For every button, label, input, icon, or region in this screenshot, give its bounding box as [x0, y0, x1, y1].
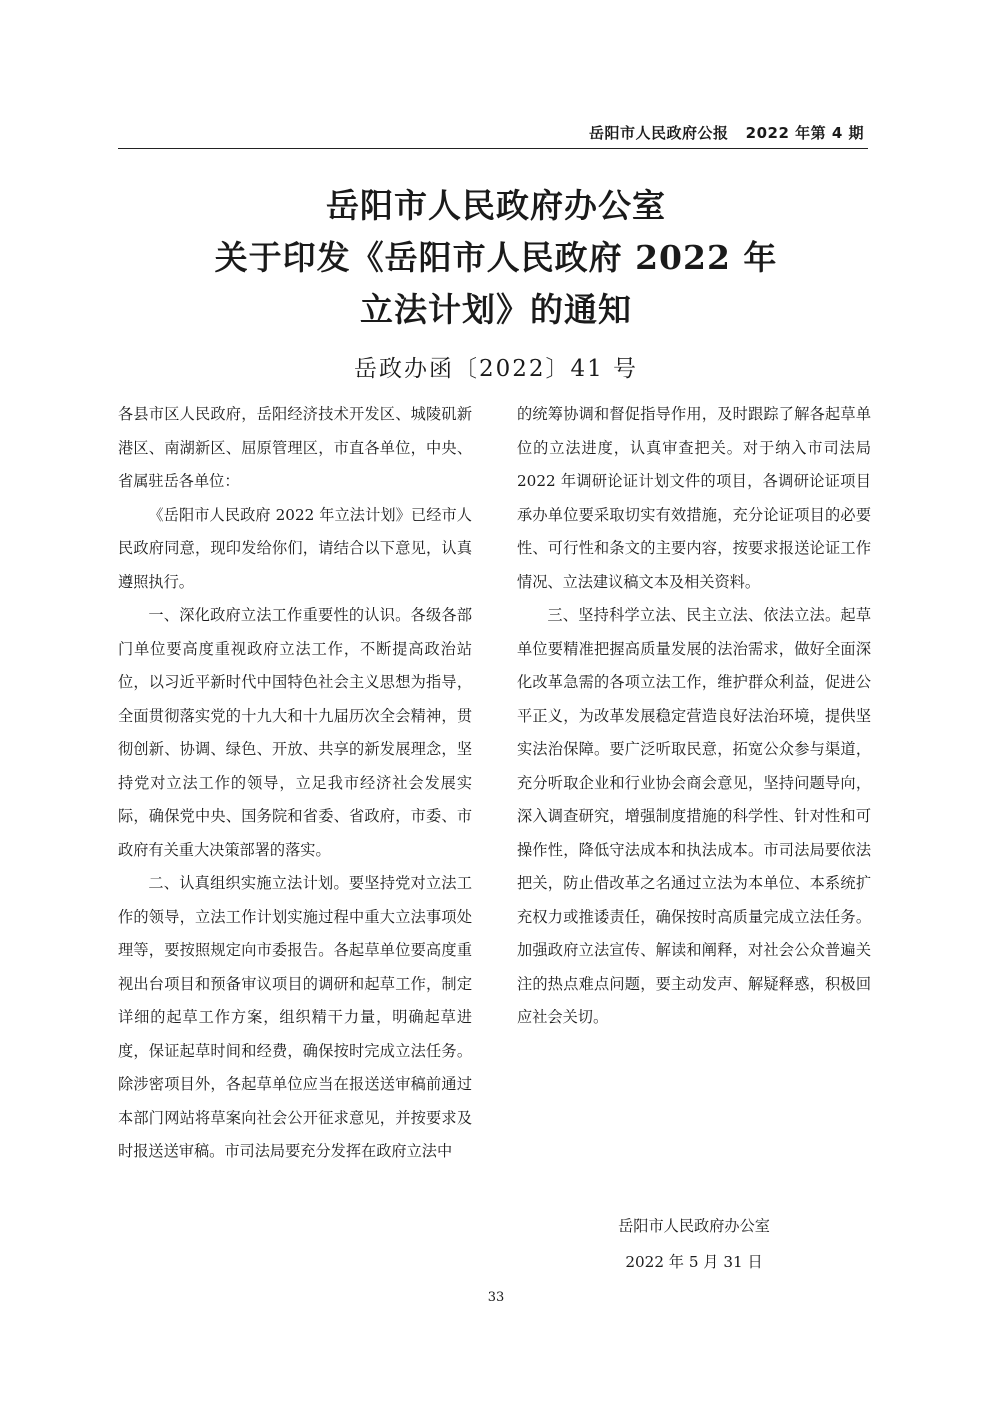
section-3-paragraph: 三、坚持科学立法、民主立法、依法立法。起草单位要精准把握高质量发展的法治需求，做好全面深化改革急需的各项立法工作，维护群众利益，促进公平正义，为改革发展稳定营造良好法治环境，提供坚实法治保障。要广泛听取民意，拓宽公众参与渠道，充分听取企业和行业协会商会意见，坚持问题导向，深入调查研究，增强制度措施的科学性、针对性和可操作性，降低守法成本和执法成本。市司法局要依法把关，防止借改革之名通过立法为本单位、本系统扩充权力或推诿责任，确保按时高质量完成立法任务。加强政府立法宣传、解读和阐释，对社会公众普遍关注的热点难点问题，要主动发声、解疑释惑，积极回应社会关切。 [517, 606, 871, 1026]
section-2-paragraph: 二、认真组织实施立法计划。要坚持党对立法工作的领导，立法工作计划实施过程中重大立法事项处理等，要按照规定向市委报告。各起草单位要高度重视出台项目和预备审议项目的调研和起草工作，制定详细的起草工作方案，组织精干力量，明确起草进度，保证起草时间和经费，确保按时完成立法任务。除涉密项目外，各起草单位应当在报送送审稿前通过本部门网站将草案向社会公开征求意见，并按要求及时报送送审稿。市司法局要充分发挥在政府立法中 [118, 874, 472, 1160]
issuer-name: 岳阳市人民政府办公室 [618, 1217, 770, 1235]
intro-paragraph: 《岳阳市人民政府 2022 年立法计划》已经市人民政府同意，现印发给你们，请结合以下意见，认真遵照执行。 [118, 505, 472, 591]
signature-block [517, 1208, 871, 1280]
title-line-3: 立法计划》的通知 [360, 290, 632, 329]
issue-date: 2022 年 5 月 31 日 [625, 1253, 763, 1271]
left-column [118, 398, 472, 1169]
title-line-2: 关于印发《岳阳市人民政府 2022 年 [214, 238, 778, 277]
right-column [517, 398, 871, 1035]
document-title-block [0, 180, 992, 383]
salutation: 各县市区人民政府，岳阳经济技术开发区、城陵矶新港区、南湖新区、屈原管理区，市直各单位，中央、省属驻岳各单位： [118, 405, 472, 490]
document-number: 岳政办函〔2022〕41 号 [353, 356, 639, 382]
section-1-paragraph: 一、深化政府立法工作重要性的认识。各级各部门单位要高度重视政府立法工作，不断提高政治站位，以习近平新时代中国特色社会主义思想为指导，全面贯彻落实党的十九大和十九届历次全会精神，贯彻创新、协调、绿色、开放、共享的新发展理念，坚持党对立法工作的领导，立足我市经济社会发展实际，确保党中央、国务院和省委、省政府，市委、市政府有关重大决策部署的落实。 [118, 606, 472, 859]
page-header [118, 118, 868, 149]
header-text [589, 122, 864, 143]
issue-number: 2022 年第 4 期 [745, 124, 864, 142]
title-line-1: 岳阳市人民政府办公室 [326, 186, 666, 225]
publication-name: 岳阳市人民政府公报 [588, 124, 729, 142]
section-2-continued: 的统筹协调和督促指导作用，及时跟踪了解各起草单位的立法进度，认真审查把关。对于纳入市司法局 2022 年调研论证计划文件的项目，各调研论证项目承办单位要采取切实有效措施，充分论证项目的必要性、可行性和条文的主要内容，按要求报送论证工作情况、立法建议稿文本及相关资料。 [517, 405, 871, 591]
page-number: 33 [487, 1290, 505, 1305]
